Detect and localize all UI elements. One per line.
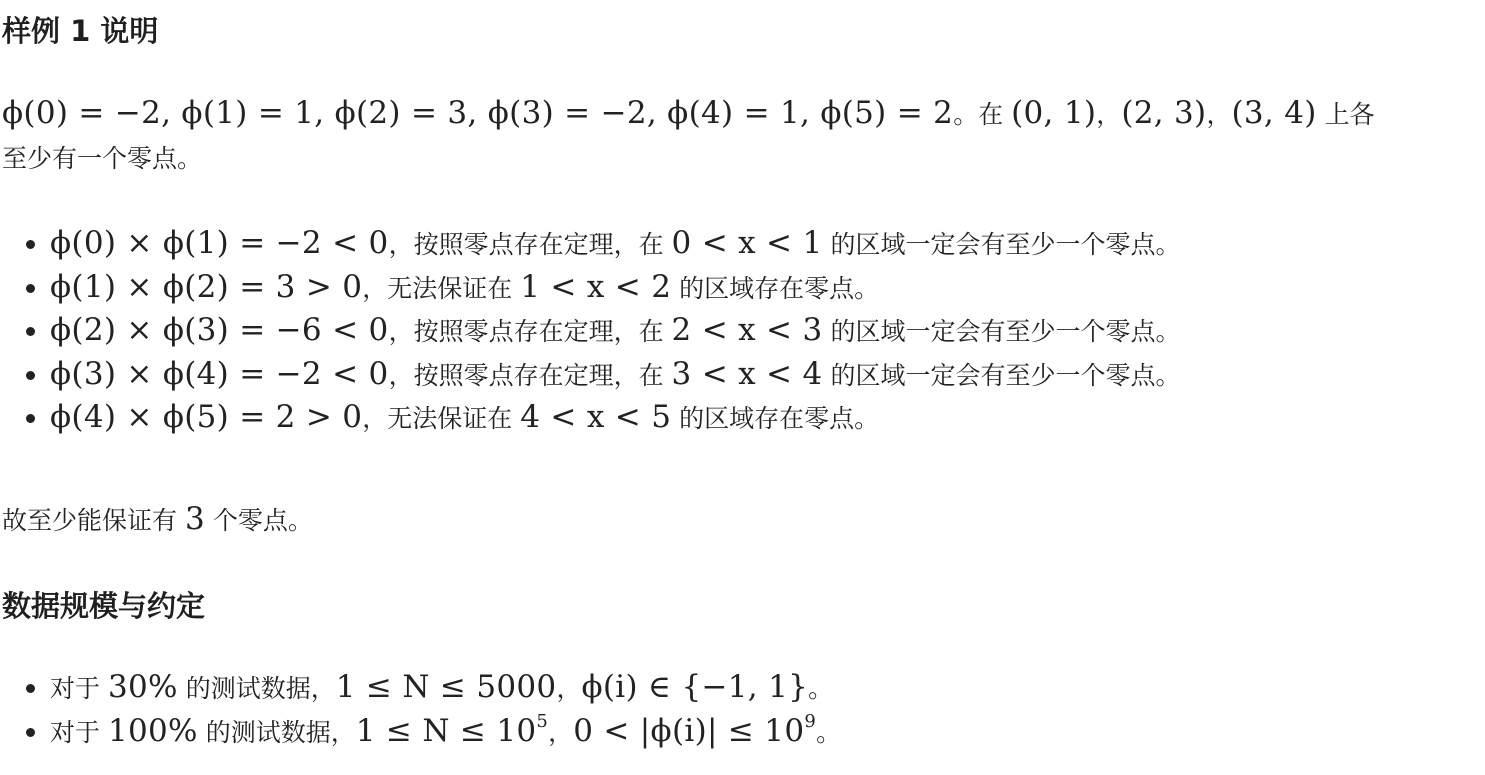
range-formula: 0 < x < 1 (671, 225, 823, 261)
item-text: ，按照零点存在定理，在 (388, 360, 672, 390)
sample-explanation-heading: 样例 1 说明 (2, 14, 159, 48)
separator: ， (1096, 100, 1122, 129)
separator: ， (1206, 100, 1232, 129)
sample-reasoning-list (0, 222, 1180, 440)
bullet-icon (26, 728, 35, 737)
item-text: 的区域一定会有至少一个零点。 (822, 317, 1181, 346)
list-item (0, 666, 841, 710)
product-formula: ϕ(0) × ϕ(1) = −2 < 0 (50, 225, 389, 261)
condition-formula: ϕ(i) ∈ {−1, 1} (581, 669, 809, 705)
constraints-list (0, 666, 841, 753)
bound-formula: 1 ≤ N ≤ 5000 (335, 669, 557, 705)
constraint-text: 的测试数据， (197, 717, 356, 747)
range-formula: 4 < x < 5 (520, 399, 672, 435)
sample-intro-paragraph-line2 (2, 137, 202, 181)
range-formula: 3 < x < 4 (671, 355, 823, 392)
percent-formula: 30% (107, 669, 178, 705)
constraint-text: 对于 (50, 717, 108, 747)
list-item (0, 222, 1180, 266)
separator: ， (548, 717, 574, 747)
item-text: ，按照零点存在定理，在 (388, 230, 672, 259)
product-formula: ϕ(2) × ϕ(3) = −6 < 0 (50, 312, 389, 348)
sample-intro-paragraph (2, 91, 1375, 137)
bullet-icon (26, 371, 35, 380)
percent-formula: 100% (107, 712, 198, 749)
item-text: ，按照零点存在定理，在 (388, 317, 672, 346)
range-formula: 2 < x < 3 (671, 312, 823, 348)
product-formula: ϕ(3) × ϕ(4) = −2 < 0 (50, 355, 389, 392)
item-text: 的区域存在零点。 (671, 273, 880, 303)
intro-text: 上各 (1316, 100, 1375, 129)
item-text: ，无法保证在 (362, 273, 521, 303)
item-text: 的区域一定会有至少一个零点。 (822, 360, 1181, 390)
conclusion-paragraph (2, 497, 313, 543)
item-text: 的区域存在零点。 (671, 404, 880, 433)
product-formula: ϕ(1) × ϕ(2) = 3 > 0 (50, 268, 363, 305)
phi-values-formula: ϕ(0) = −2, ϕ(1) = 1, ϕ(2) = 3, ϕ(3) = −2, ϕ(4) = 1, ϕ(5) = 2 (2, 95, 954, 131)
product-formula: ϕ(4) × ϕ(5) = 2 > 0 (50, 399, 363, 435)
conclusion-text: 故至少能保证有 (2, 506, 185, 535)
condition-base: 0 < |ϕ(i)| ≤ 10 (573, 712, 805, 749)
separator: ， (556, 674, 582, 703)
constraint-text: 。 (808, 674, 834, 703)
bullet-icon (26, 327, 35, 336)
bullet-icon (26, 240, 35, 249)
list-item (0, 396, 1180, 440)
zero-count-formula: 3 (184, 501, 205, 537)
intro-text: 至少有一个零点。 (2, 144, 203, 173)
item-text: ，无法保证在 (362, 404, 521, 433)
constraint-text: 的测试数据， (177, 674, 336, 703)
condition-exponent: 9 (804, 710, 817, 732)
constraint-text: 。 (816, 717, 842, 747)
bullet-icon (26, 284, 35, 293)
interval-formula: (3, 4) (1231, 95, 1317, 131)
intro-text: 。在 (953, 100, 1012, 129)
bullet-icon (26, 414, 35, 423)
interval-formula: (2, 3) (1121, 95, 1207, 131)
bound-formula (355, 710, 549, 749)
interval-formula: (0, 1) (1011, 95, 1097, 131)
condition-formula (573, 710, 817, 749)
list-item (0, 710, 841, 754)
item-text: 的区域一定会有至少一个零点。 (822, 230, 1181, 259)
constraints-heading: 数据规模与约定 (2, 589, 206, 623)
constraint-text: 对于 (50, 674, 108, 703)
list-item (0, 266, 1180, 310)
bound-base: 1 ≤ N ≤ 10 (355, 712, 537, 749)
list-item (0, 309, 1180, 353)
bound-exponent: 5 (536, 710, 549, 732)
conclusion-text: 个零点。 (204, 506, 313, 535)
bullet-icon (26, 684, 35, 693)
list-item (0, 353, 1180, 397)
range-formula: 1 < x < 2 (520, 268, 672, 305)
